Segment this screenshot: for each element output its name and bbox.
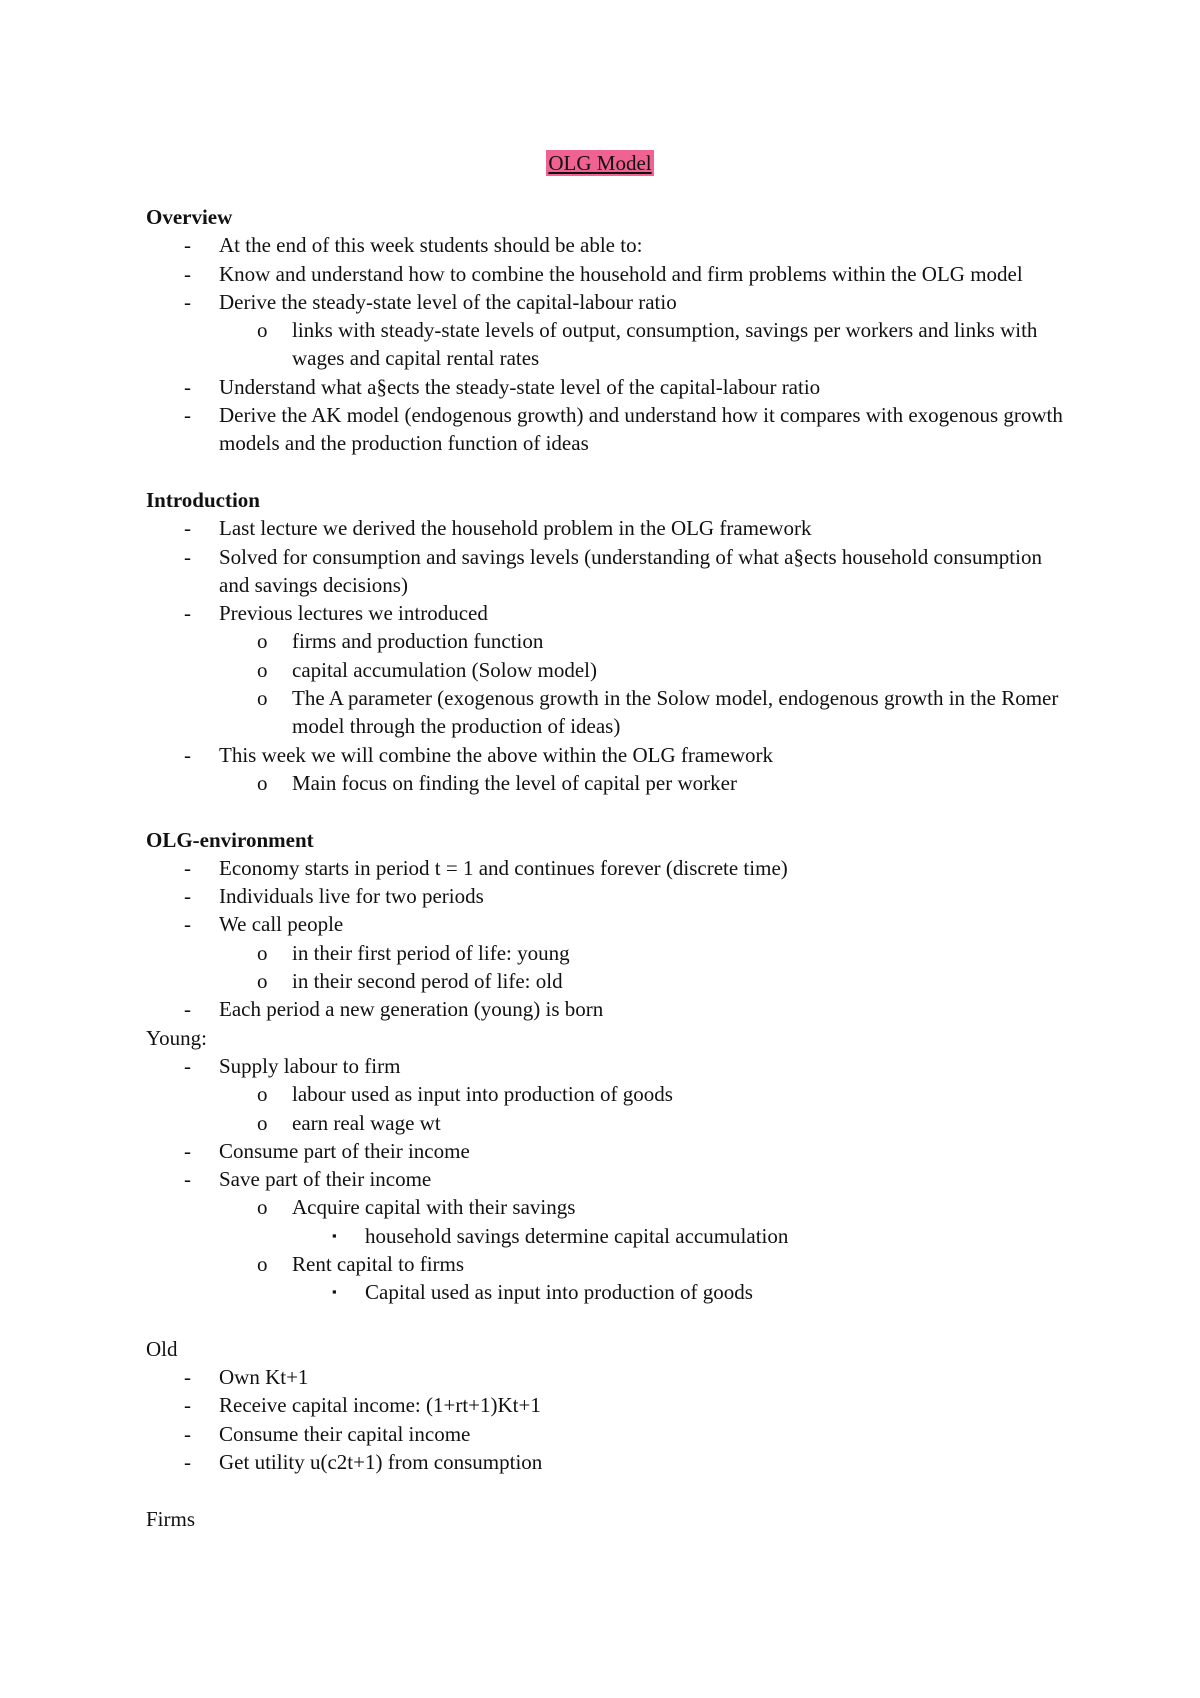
young-subsubitem-text: Capital used as input into production of goods: [365, 1280, 753, 1305]
overview-item-text: At the end of this week students should be able to:: [219, 233, 643, 258]
environment-subitem: [146, 967, 1066, 995]
section-spacer: [146, 1476, 1066, 1504]
environment-item: [146, 854, 1066, 882]
dash-bullet: -: [184, 1450, 191, 1475]
environment-item-text: Each period a new generation (young) is born: [219, 997, 604, 1022]
dash-bullet: -: [184, 516, 191, 541]
old-item-text: Receive capital income: (1+rt+1)Kt+1: [219, 1393, 541, 1418]
introduction-subitem: [146, 769, 1066, 797]
dash-bullet: -: [184, 855, 191, 880]
circle-bullet: o: [257, 1110, 268, 1135]
section-spacer: [146, 797, 1066, 825]
circle-bullet: o: [257, 657, 268, 682]
introduction-item: [146, 741, 1066, 769]
overview-heading: Overview: [146, 205, 233, 229]
dash-bullet: -: [184, 1421, 191, 1446]
circle-bullet: o: [257, 1082, 268, 1107]
young-subsubitem-text: household savings determine capital accumulation: [365, 1223, 789, 1248]
introduction-item: [146, 599, 1066, 627]
dash-bullet: -: [184, 742, 191, 767]
young-item: [146, 1137, 1066, 1165]
circle-bullet: o: [257, 969, 268, 994]
introduction-subitem: [146, 627, 1066, 655]
overview-item-text: Know and understand how to combine the household and firm problems within the OLG model: [219, 261, 1023, 286]
circle-bullet: o: [257, 629, 268, 654]
dash-bullet: -: [184, 1365, 191, 1390]
old-item-text: Get utility u(c2t+1) from consumption: [219, 1450, 543, 1475]
section-spacer: [146, 1307, 1066, 1335]
overview-item: [146, 401, 1066, 458]
square-bullet: ▪: [332, 1284, 337, 1300]
young-item-text: Save part of their income: [219, 1167, 432, 1192]
dash-bullet: -: [184, 1167, 191, 1192]
environment-item-text: Economy starts in period t = 1 and continues forever (discrete time): [219, 855, 788, 880]
overview-item: [146, 373, 1066, 401]
document-body: [146, 203, 1066, 1533]
dash-bullet: -: [184, 233, 191, 258]
introduction-item-text: This week we will combine the above within the OLG framework: [219, 742, 774, 767]
introduction-subitem-text: capital accumulation (Solow model): [292, 657, 597, 682]
overview-item-text: Derive the AK model (endogenous growth) and understand how it compares with exogenous growth models and the production function of ideas: [219, 403, 1063, 456]
overview-item-text: Derive the steady-state level of the capital-labour ratio: [219, 289, 677, 314]
young-label: Young:: [146, 1025, 207, 1050]
dash-bullet: -: [184, 1053, 191, 1078]
environment-subitem-text: in their second perod of life: old: [292, 969, 563, 994]
young-subitem-text: Acquire capital with their savings: [292, 1195, 576, 1220]
firms-label: Firms: [146, 1506, 196, 1531]
dash-bullet: -: [184, 289, 191, 314]
introduction-subitem: [146, 684, 1066, 741]
young-subitem: [146, 1193, 1066, 1221]
dash-bullet: -: [184, 601, 191, 626]
introduction-item-text: Last lecture we derived the household problem in the OLG framework: [219, 516, 812, 541]
overview-subitem-text: links with steady-state levels of output, consumption, savings per workers and links with wages and capital rental rates: [292, 318, 1038, 371]
introduction-item-text: Solved for consumption and savings levels (understanding of what a§ects household consumption and savings decisions): [219, 544, 1042, 597]
environment-item-text: Individuals live for two periods: [219, 884, 484, 909]
environment-subitem-text: in their first period of life: young: [292, 940, 570, 965]
environment-heading: OLG-environment: [146, 827, 314, 852]
dash-bullet: -: [184, 374, 191, 399]
overview-item: [146, 288, 1066, 316]
section-spacer: [146, 458, 1066, 486]
dash-bullet: -: [184, 1393, 191, 1418]
young-subitem-text: Rent capital to firms: [292, 1251, 465, 1276]
old-item-text: Own Kt+1: [219, 1365, 309, 1390]
dash-bullet: -: [184, 997, 191, 1022]
dash-bullet: -: [184, 261, 191, 286]
young-item: [146, 1052, 1066, 1080]
dash-bullet: -: [184, 912, 191, 937]
circle-bullet: o: [257, 686, 268, 711]
circle-bullet: o: [257, 318, 268, 343]
environment-item: [146, 910, 1066, 938]
circle-bullet: o: [257, 1195, 268, 1220]
young-subitem: [146, 1109, 1066, 1137]
introduction-subitem-text: Main focus on finding the level of capital per worker: [292, 770, 737, 795]
circle-bullet: o: [257, 1251, 268, 1276]
introduction-heading: Introduction: [146, 487, 260, 512]
overview-subitem: [146, 316, 1066, 373]
old-item: [146, 1420, 1066, 1448]
old-label: Old: [146, 1336, 178, 1361]
old-item-text: Consume their capital income: [219, 1421, 471, 1446]
young-item-text: Supply labour to firm: [219, 1053, 401, 1078]
environment-item: [146, 882, 1066, 910]
young-subsubitem: [146, 1278, 1066, 1306]
young-subitem-text: labour used as input into production of goods: [292, 1082, 673, 1107]
introduction-item: [146, 514, 1066, 542]
overview-item-text: Understand what a§ects the steady-state level of the capital-labour ratio: [219, 374, 821, 399]
old-item: [146, 1448, 1066, 1476]
title-wrapper: [0, 150, 1200, 176]
environment-item-text: We call people: [219, 912, 344, 937]
overview-item: [146, 231, 1066, 259]
dash-bullet: -: [184, 403, 191, 428]
young-item-text: Consume part of their income: [219, 1138, 470, 1163]
old-item: [146, 1391, 1066, 1419]
dash-bullet: -: [184, 1138, 191, 1163]
square-bullet: ▪: [332, 1227, 337, 1243]
young-subsubitem: [146, 1222, 1066, 1250]
circle-bullet: o: [257, 940, 268, 965]
environment-item: [146, 995, 1066, 1023]
young-item: [146, 1165, 1066, 1193]
introduction-subitem-text: firms and production function: [292, 629, 544, 654]
young-subitem: [146, 1250, 1066, 1278]
introduction-subitem: [146, 656, 1066, 684]
young-subitem-text: earn real wage wt: [292, 1110, 441, 1135]
introduction-subitem-text: The A parameter (exogenous growth in the Solow model, endogenous growth in the Romer model through the production of ideas): [292, 686, 1059, 739]
old-item: [146, 1363, 1066, 1391]
environment-subitem: [146, 939, 1066, 967]
introduction-item-text: Previous lectures we introduced: [219, 601, 488, 626]
young-subitem: [146, 1080, 1066, 1108]
dash-bullet: -: [184, 544, 191, 569]
overview-item: [146, 260, 1066, 288]
dash-bullet: -: [184, 884, 191, 909]
page-title: OLG Model: [548, 151, 652, 175]
introduction-item: [146, 543, 1066, 600]
circle-bullet: o: [257, 770, 268, 795]
